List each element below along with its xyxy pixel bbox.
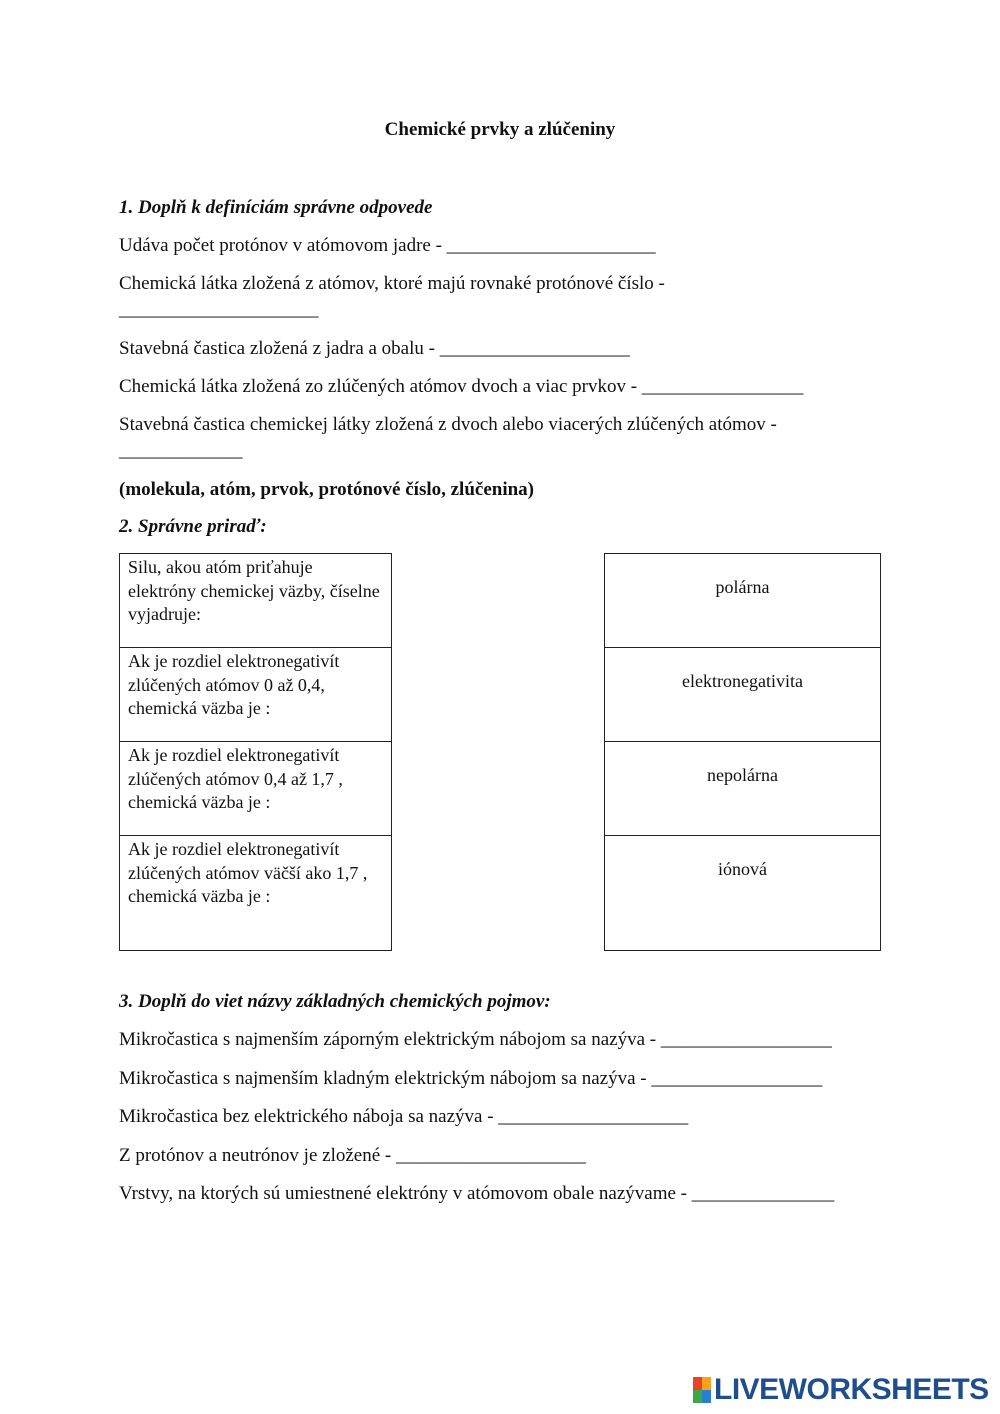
section-1-line: _____________________ <box>119 299 319 320</box>
section-1-options: (molekula, atóm, prvok, protónové číslo, zlúčenina) <box>119 479 535 500</box>
section-1-line: Udáva počet protónov v atómovom jadre - ______________________ <box>119 235 656 256</box>
match-right-cell[interactable]: iónová <box>604 835 881 951</box>
match-left-cell[interactable]: Ak je rozdiel elektronegativít zlúčených atómov 0,4 až 1,7 , chemická väzba je : <box>119 741 392 835</box>
liveworksheets-logo[interactable] <box>693 1374 989 1406</box>
section-1-line: _____________ <box>119 440 243 461</box>
logo-text: LIVEWORKSHEETS <box>714 1373 989 1406</box>
section-3-line: Mikročastica s najmenším záporným elektrickým nábojom sa nazýva - __________________ <box>119 1029 832 1050</box>
match-right-cell[interactable]: nepolárna <box>604 741 881 835</box>
section-1-line: Stavebná častica chemickej látky zložená z dvoch alebo viacerých zlúčených atómov - <box>119 414 777 435</box>
section-3-heading: 3. Doplň do viet názvy základných chemických pojmov: <box>119 991 551 1012</box>
match-left-cell[interactable]: Silu, akou atóm priťahuje elektróny chemickej väzby, číselne vyjadruje: <box>119 553 392 647</box>
match-left-cell[interactable]: Ak je rozdiel elektronegativít zlúčených atómov väčší ako 1,7 , chemická väzba je : <box>119 835 392 951</box>
section-1-heading: 1. Doplň k definíciám správne odpovede <box>119 197 433 218</box>
section-1-line: Stavebná častica zložená z jadra a obalu - ____________________ <box>119 338 630 359</box>
match-right-cell[interactable]: elektronegativita <box>604 647 881 741</box>
page-title: Chemické prvky a zlúčeniny <box>384 119 616 140</box>
section-3-line: Mikročastica bez elektrického náboja sa nazýva - ____________________ <box>119 1106 689 1127</box>
section-1-line: Chemická látka zložená z atómov, ktoré majú rovnaké protónové číslo - <box>119 273 665 294</box>
section-3-line: Vrstvy, na ktorých sú umiestnené elektróny v atómovom obale nazývame - _______________ <box>119 1183 835 1204</box>
liveworksheets-logo-icon <box>693 1377 711 1403</box>
section-3-line: Mikročastica s najmenším kladným elektrickým nábojom sa nazýva - __________________ <box>119 1068 823 1089</box>
section-1-line: Chemická látka zložená zo zlúčených atómov dvoch a viac prvkov - _________________ <box>119 376 804 397</box>
section-3-line: Z protónov a neutrónov je zložené - ____________________ <box>119 1145 586 1166</box>
match-right-cell[interactable]: polárna <box>604 553 881 647</box>
match-left-cell[interactable]: Ak je rozdiel elektronegativít zlúčených atómov 0 až 0,4, chemická väzba je : <box>119 647 392 741</box>
section-2-heading: 2. Správne priraď: <box>119 516 267 537</box>
